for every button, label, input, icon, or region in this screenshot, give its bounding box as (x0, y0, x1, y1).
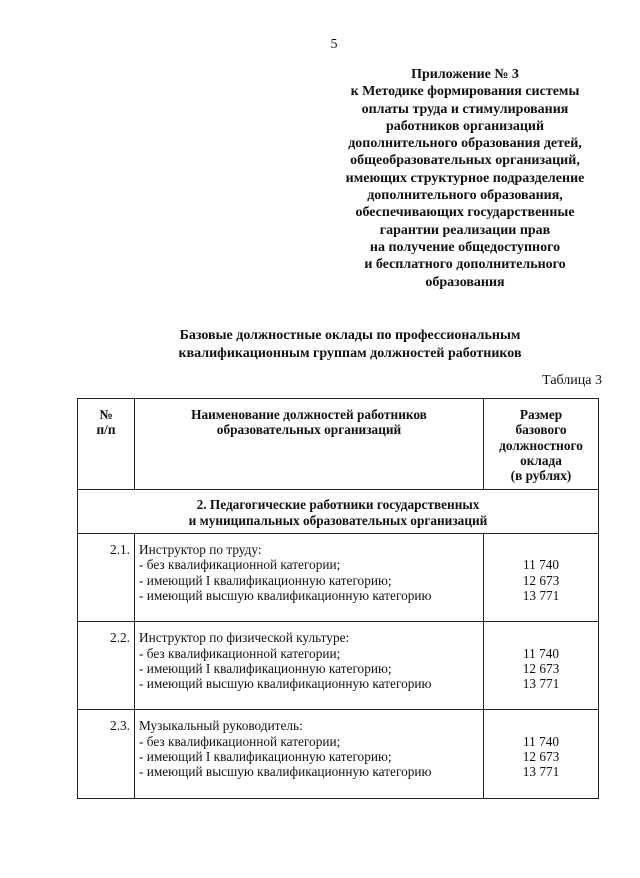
heading-line: квалификационным группам должностей работников (178, 345, 522, 361)
header-num (78, 399, 135, 490)
position-title: Инструктор по труду: (139, 542, 262, 558)
appendix-line: к Методике формирования системы (350, 84, 580, 100)
table-row (78, 622, 599, 710)
row-values (484, 622, 599, 710)
category-item: - имеющий высшую квалификационную категорию (139, 764, 432, 780)
appendix-header (300, 66, 630, 291)
row-number: 2.3. (78, 710, 135, 798)
table-row (78, 534, 599, 622)
salary-value: 13 771 (522, 587, 560, 603)
section-line: 2. Педагогические работники государственных (196, 497, 480, 513)
category-item: - имеющий высшую квалификационную категорию (139, 676, 432, 692)
category-item: - без квалификационной категории; (139, 733, 341, 749)
salary-value: 11 740 (522, 645, 560, 661)
salary-value: 13 771 (522, 676, 560, 692)
category-item: - имеющий I квалификационную категорию; (139, 572, 392, 588)
table-header-row (78, 399, 599, 490)
header-text: образовательных организаций (216, 422, 402, 438)
appendix-line: обеспечивающих государственные (355, 205, 575, 221)
header-text: базового (515, 422, 567, 438)
category-item: - без квалификационной категории; (139, 645, 341, 661)
appendix-line: имеющих структурное подразделение (345, 170, 585, 186)
section-row (78, 490, 599, 534)
header-text: п/п (96, 422, 116, 438)
position-title: Инструктор по физической культуре: (139, 630, 350, 646)
header-salary (484, 399, 599, 490)
appendix-line: образования (425, 274, 505, 290)
appendix-line: Приложение № 3 (411, 67, 519, 82)
appendix-line: гарантии реализации прав (379, 222, 551, 238)
salary-value: 12 673 (522, 660, 560, 676)
appendix-line: и бесплатного дополнительного (364, 257, 566, 273)
row-values (484, 534, 599, 622)
section-line: и муниципальных образовательных организаций (188, 512, 488, 528)
appendix-line: общеобразовательных организаций, (350, 153, 580, 169)
header-text: должностного (499, 437, 583, 453)
salary-table (77, 398, 599, 799)
document-heading (120, 327, 580, 362)
category-item: - имеющий I квалификационную категорию; (139, 749, 392, 765)
row-names (135, 534, 484, 622)
salary-value: 11 740 (522, 733, 560, 749)
section-title (78, 490, 599, 534)
header-text: (в рублях) (510, 468, 572, 484)
table-label: Таблица 3 (542, 373, 602, 388)
category-item: - имеющий I квалификационную категорию; (139, 660, 392, 676)
appendix-line: оплаты труда и стимулирования (361, 101, 569, 117)
position-title: Музыкальный руководитель: (139, 718, 303, 734)
header-name (135, 399, 484, 490)
header-text: Размер (519, 407, 563, 422)
appendix-line: работников организаций (385, 118, 545, 134)
row-number: 2.1. (78, 534, 135, 622)
salary-value: 12 673 (522, 749, 560, 765)
category-item: - имеющий высшую квалификационную категорию (139, 587, 432, 603)
appendix-line: дополнительного образования, (367, 188, 563, 204)
salary-value: 11 740 (522, 557, 560, 573)
salary-value: 12 673 (522, 572, 560, 588)
salary-value: 13 771 (522, 764, 560, 780)
row-number: 2.2. (78, 622, 135, 710)
header-text: № (99, 407, 113, 422)
appendix-line: на получение общедоступного (369, 239, 561, 255)
row-values (484, 710, 599, 798)
header-text: Наименование должностей работников (191, 407, 427, 422)
table-row (78, 710, 599, 798)
page-number: 5 (330, 37, 338, 52)
row-names (135, 710, 484, 798)
category-item: - без квалификационной категории; (139, 557, 341, 573)
row-names (135, 622, 484, 710)
appendix-line: дополнительного образования детей, (348, 136, 582, 152)
heading-line: Базовые должностные оклады по профессиональным (179, 328, 521, 343)
header-text: оклада (520, 452, 562, 468)
